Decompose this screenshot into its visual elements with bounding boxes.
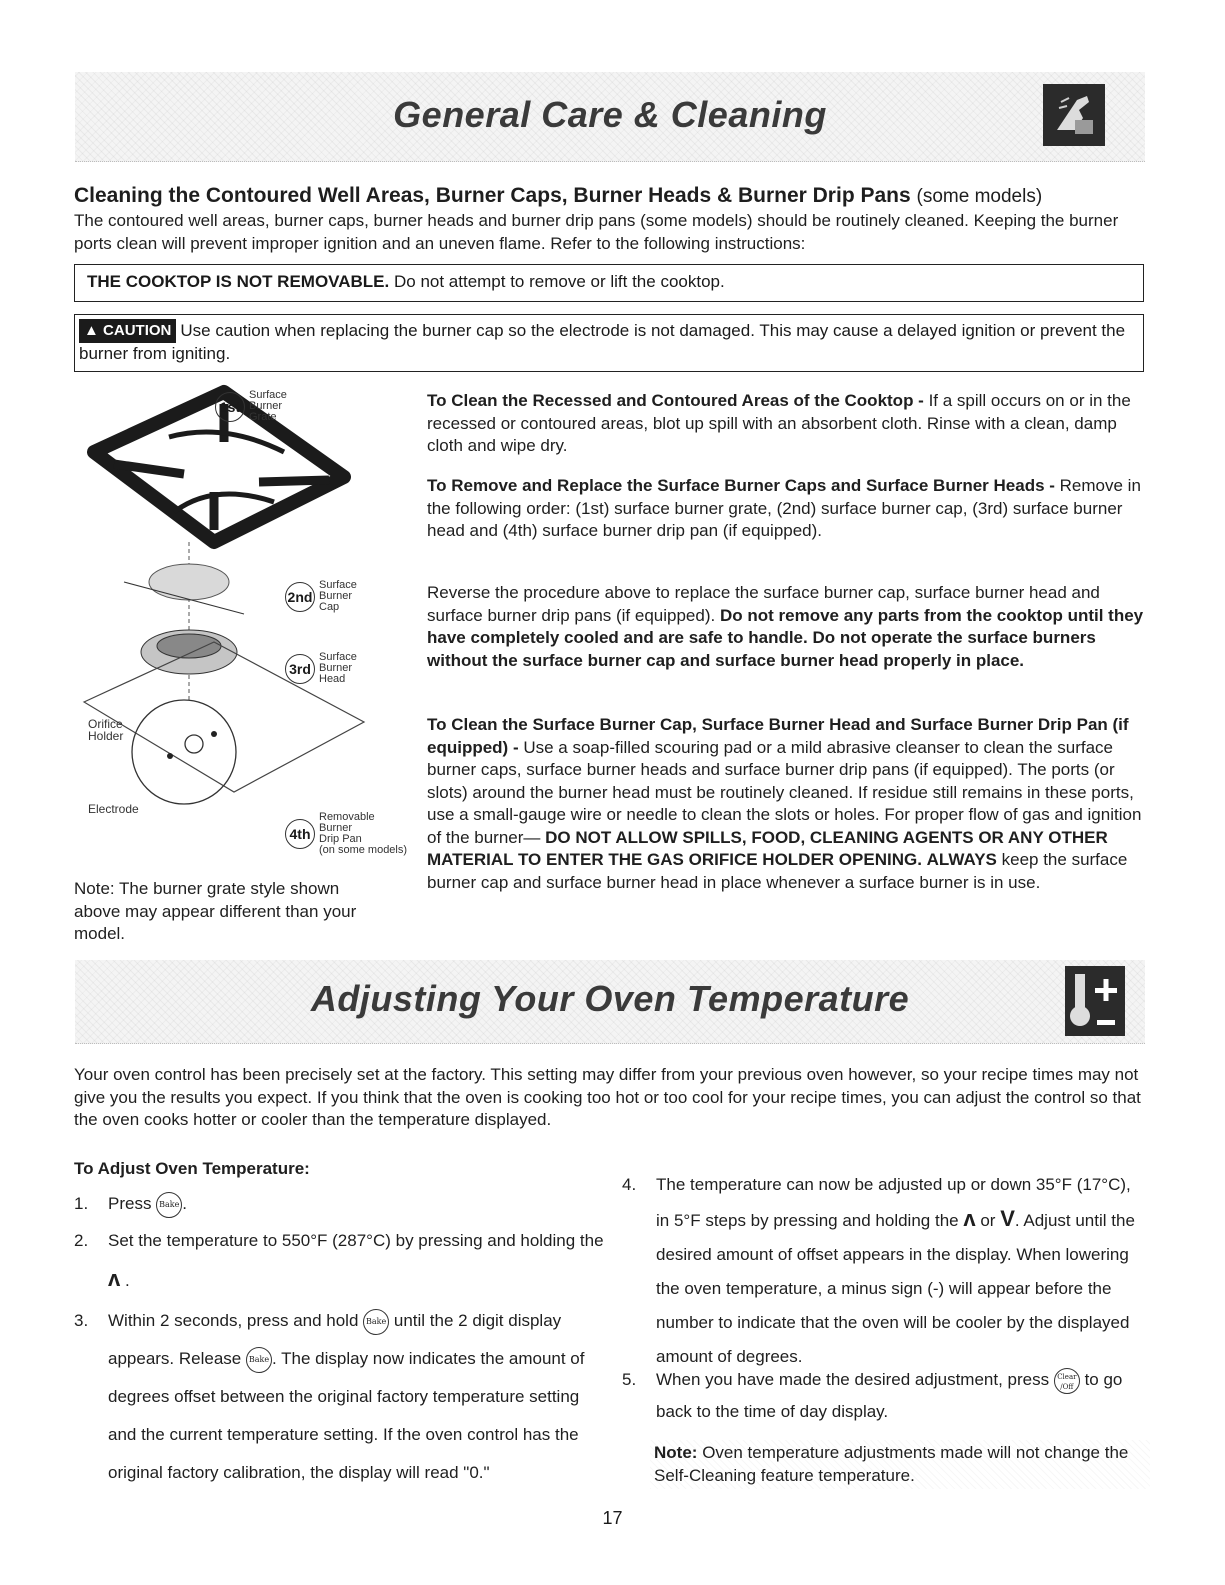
part-2-line: Surface (319, 579, 357, 591)
step-text: Within 2 seconds, press and hold (108, 1311, 359, 1330)
burner-cap-illustration (149, 564, 229, 600)
paragraph-bold: To Remove and Replace the Surface Burner Caps and Surface Burner Heads - (427, 476, 1055, 495)
step-1: 1. Press Bake . (74, 1190, 614, 1218)
part-1-line: Burner (249, 400, 283, 412)
caution-label: CAUTION (103, 322, 172, 339)
step-4 (622, 1168, 1147, 1374)
step-text: Press (108, 1194, 152, 1213)
burner-diagram (74, 382, 404, 872)
step-number: 3. (74, 1311, 89, 1330)
drip-pan-illustration (132, 700, 236, 804)
callout-4th (285, 812, 407, 856)
banner-title: General Care & Cleaning (393, 94, 827, 135)
callout-orifice (88, 718, 123, 742)
step-4th-badge: 4th (285, 819, 315, 849)
section-heading (74, 184, 1042, 208)
step-text: When you have made the desired adjustment, press (656, 1370, 1050, 1389)
part-4-line: (on some models) (319, 844, 408, 856)
step-text: . Adjust until the desired amount of offset appears in the display. When lowering the oven temperature, a minus sign (-) will appear before the number to indicate that the oven will be cooler by the displayed amount of degrees. (656, 1211, 1135, 1366)
part-2-line: Cap (319, 601, 340, 613)
callout-3rd (285, 652, 357, 685)
warning-triangle-icon: ▲ (84, 322, 99, 339)
heading-sub: (some models) (916, 186, 1043, 207)
part-3-line: Surface (319, 651, 357, 663)
paragraph-bold: To Clean the Surface Burner Cap, Surface Burner Head and Surface Burner Drip Pan (if equipped) - (427, 715, 1129, 757)
cleaning-hand-icon (1043, 84, 1105, 146)
paragraph-bold: Do not remove any parts from the cooktop until they have completely cooled and are safe to handle. Do not operate the surface burners without the surface burner cap and surface burner head properly in place. (427, 605, 1144, 670)
notice-text: Do not attempt to remove or lift the cooktop. (393, 272, 725, 291)
note-box (650, 1440, 1150, 1489)
adjust-subhead: To Adjust Oven Temperature: (74, 1159, 310, 1178)
step-number: 4. (622, 1175, 637, 1194)
callout-electrode: Electrode (88, 802, 139, 816)
step-text: . The display now indicates the amount of degrees offset between the original factory temperature setting and the current temperature setting. If the oven control has the original factory calibration, the display will read "0." (108, 1349, 585, 1482)
oven-intro: Your oven control has been precisely set at the factory. This setting may differ from your previous oven however, so your recipe times may not give you the results you expect. If you think that the oven is cooking too hot or too cool for your recipe times, you can adjust the control so that the oven cooks hotter or cooler than the temperature displayed. (74, 1065, 1141, 1129)
note-text: Oven temperature adjustments made will not change the Self-Cleaning feature temperature. (654, 1443, 1129, 1485)
orifice-line: Holder (88, 729, 124, 743)
step-2: 2. Set the temperature to 550°F (287°C) by pressing and holding the ʌ . (74, 1222, 604, 1300)
callout-1st (215, 390, 287, 423)
paragraph-text: If a spill occurs on or in the recessed or contoured areas, blot up spill with an absorbent cloth. Rinse with a clean, damp cloth and wipe dry. (427, 391, 1131, 455)
part-2-line: Burner (319, 590, 353, 602)
paragraph-text: keep the surface burner cap and surface burner head in place whenever a surface burner is in use. (427, 850, 1128, 892)
heading-text: Cleaning the Contoured Well Areas, Burner Caps, Burner Heads & Burner Drip Pans (74, 184, 911, 207)
paragraph-remove-replace (427, 475, 1152, 543)
bake-key-icon: Bake (363, 1309, 389, 1335)
paragraph-text: Remove in the following order: (1st) surface burner grate, (2nd) surface burner cap, (3rd) surface burner head and (4th) surface burner drip pan (if equipped). (427, 476, 1141, 540)
step-3rd-badge: 3rd (285, 654, 315, 684)
step-text: Set the temperature to 550°F (287°C) by pressing and holding the (108, 1231, 604, 1250)
up-arrow-icon: ʌ (108, 1266, 121, 1291)
part-4-line: Removable (319, 811, 375, 823)
step-5 (622, 1364, 1147, 1428)
paragraph-text: Use a soap-filled scouring pad or a mild abrasive cleanser to clean the surface burner caps, surface burner heads and surface burner drip pans (if equipped). The ports (or slots) around the burner head must be routinely cleaned. If residue still remains in these ports, use a small-gauge wire or needle to clean the slots or holes. For proper flow of gas and ignition of the burner— (427, 737, 1142, 847)
callout-2nd (285, 580, 357, 613)
notice-bold: THE COOKTOP IS NOT REMOVABLE. (87, 272, 390, 291)
paragraph-clean-recessed (427, 390, 1152, 458)
orifice-line: Orifice (88, 717, 123, 731)
down-arrow-icon: V (1000, 1206, 1015, 1231)
banner-title: Adjusting Your Oven Temperature (310, 978, 910, 1019)
bake-key-icon: Bake (156, 1192, 182, 1218)
part-1-line: Grate (249, 411, 277, 423)
notice-box (74, 264, 1144, 302)
paragraph-clean-cap (427, 714, 1152, 894)
step-text: or (980, 1211, 996, 1230)
step-1st-badge: 1st (215, 392, 245, 422)
step-text: The temperature can now be adjusted up or down 35°F (17°C), in 5°F steps by pressing and holding the (656, 1175, 1131, 1230)
step-3 (74, 1302, 604, 1492)
up-arrow-icon: ʌ (963, 1206, 976, 1231)
paragraph-bold: DO NOT ALLOW SPILLS, FOOD, CLEANING AGENTS OR ANY OTHER MATERIAL TO ENTER THE GAS ORIFICE HOLDER OPENING. (427, 827, 1108, 869)
step-number: 2. (74, 1231, 89, 1250)
part-3-line: Burner (319, 662, 353, 674)
step-2nd-badge: 2nd (285, 582, 315, 612)
step-text: until the 2 digit display appears. Release (108, 1311, 562, 1368)
part-1-line: Surface (249, 389, 287, 401)
page-number: 17 (602, 1508, 623, 1528)
section-banner-care (75, 72, 1145, 162)
part-4-line: Burner (319, 822, 353, 834)
caution-text: Use caution when replacing the burner cap so the electrode is not damaged. This may cause a delayed ignition or prevent the burner from igniting. (79, 321, 1126, 363)
step-text: to go back to the time of day display. (656, 1370, 1123, 1421)
caution-box (74, 314, 1144, 372)
intro-paragraph: The contoured well areas, burner caps, burner heads and burner drip pans (some models) should be routinely cleaned. Keeping the burner ports clean will prevent improper ignition and an uneven flame. Refer to the following instructions: (74, 211, 1119, 253)
paragraph-reverse (427, 582, 1152, 672)
caution-badge (79, 319, 176, 343)
part-4-line: Drip Pan (319, 833, 362, 845)
step-number: 1. (74, 1194, 89, 1213)
part-3-line: Head (319, 673, 346, 685)
paragraph-bold: ALWAYS (926, 850, 997, 869)
section-banner-oven-temp (75, 960, 1145, 1044)
step-number: 5. (622, 1370, 637, 1389)
thermometer-plus-minus-icon (1065, 966, 1125, 1036)
paragraph-bold: To Clean the Recessed and Contoured Areas of the Cooktop - (427, 391, 924, 410)
bake-key-icon: Bake (246, 1347, 272, 1373)
clear-off-key-icon: Clear /Off (1054, 1368, 1080, 1394)
note-label: Note: (654, 1443, 698, 1462)
diagram-note: Note: The burner grate style shown above may appear different than your model. (74, 879, 357, 943)
paragraph-text: Reverse the procedure above to replace the surface burner cap, surface burner head and surface burner drip pans (if equipped). (427, 583, 1100, 625)
